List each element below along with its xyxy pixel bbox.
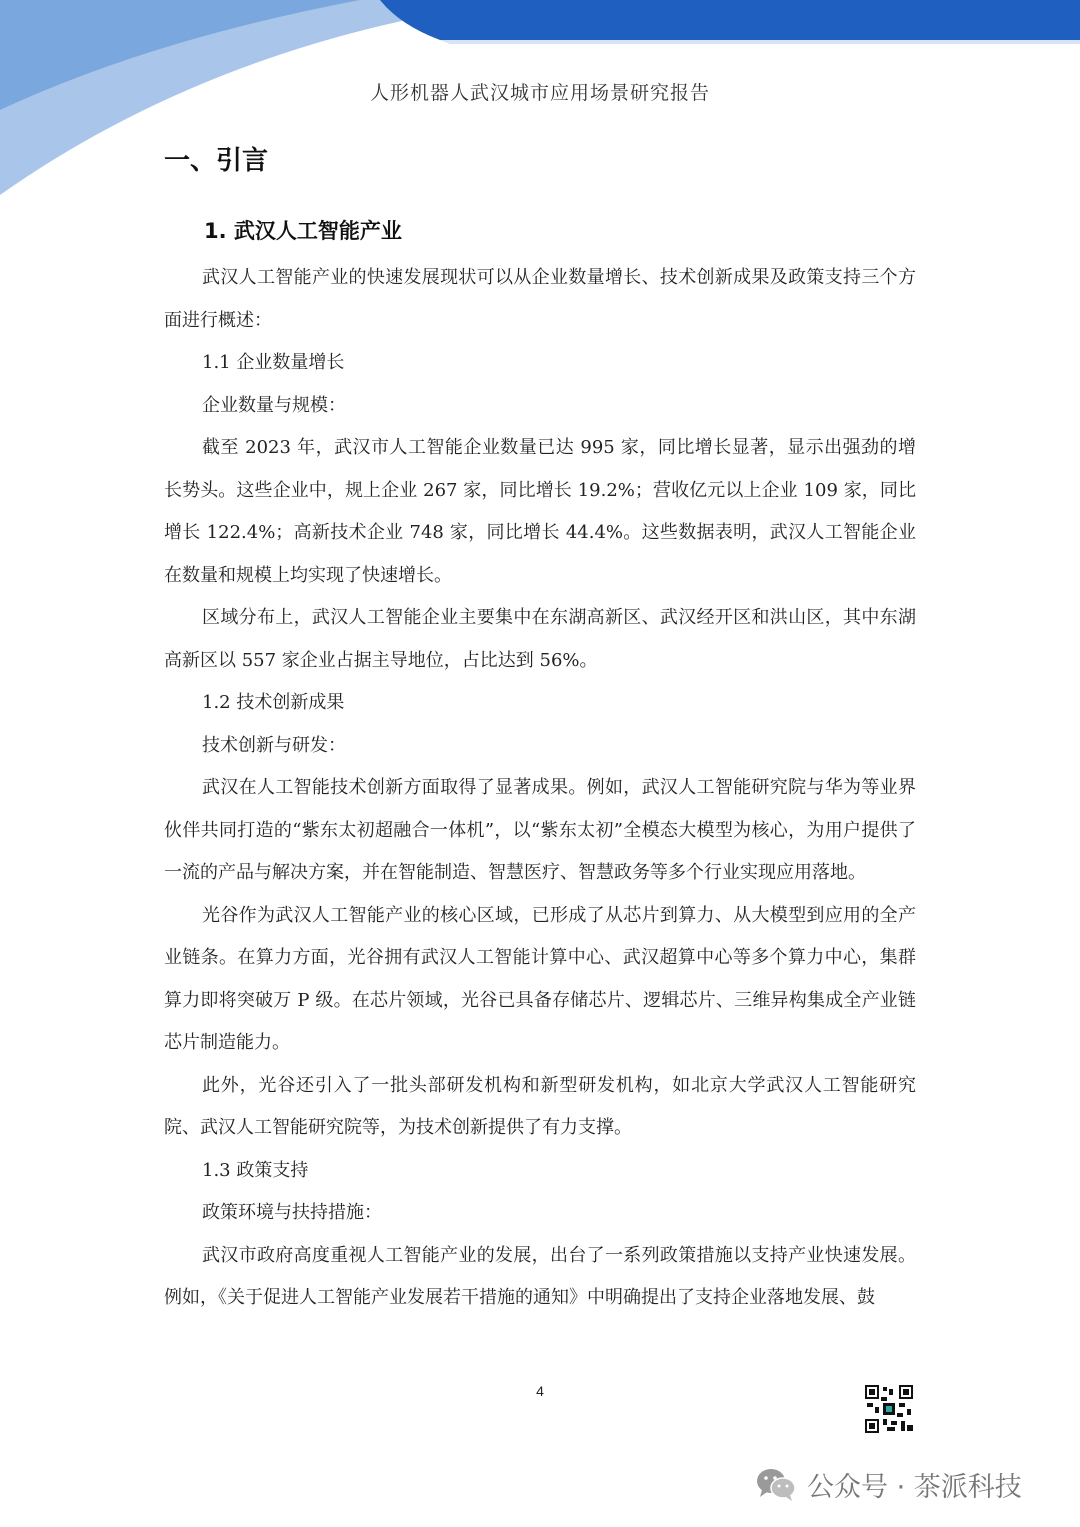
label-policy: 政策环境与扶持措施： xyxy=(202,1202,382,1223)
heading-1-2: 1.2 技术创新成果 xyxy=(202,692,345,713)
section-heading: 一、引言 xyxy=(164,146,269,176)
body-text xyxy=(164,257,916,1320)
header-band-dark-sweep xyxy=(440,40,1080,44)
label-tech-innovation: 技术创新与研发： xyxy=(202,734,346,756)
paragraph-optics-valley: 光谷作为武汉人工智能产业的核心区域，已形成了从芯片到算力、从大模型到应用的全产业链条。在算力方面，光谷拥有武汉人工智能计算中心、武汉超算中心等多个算力中心，集群算力即将突破万 P 级。在芯片领域，光谷已具备存储芯片、逻辑芯片、三维异构集成全产业链芯片制造能力。 xyxy=(164,904,916,1053)
paragraph-policy: 武汉市政府高度重视人工智能产业的发展，出台了一系列政策措施以支持产业快速发展。例如，《关于促进人工智能产业发展若干措施的通知》中明确提出了支持企业落地发展、鼓 xyxy=(164,1244,916,1308)
wechat-watermark xyxy=(755,1462,1022,1506)
paragraph-research-institutes: 此外，光谷还引入了一批头部研发机构和新型研发机构，如北京大学武汉人工智能研究院、武汉人工智能研究院等，为技术创新提供了有力支撑。 xyxy=(164,1074,916,1138)
label-enterprise-scale: 企业数量与规模： xyxy=(202,394,346,416)
paragraph-regional-distribution: 区域分布上，武汉人工智能企业主要集中在东湖高新区、武汉经开区和洪山区，其中东湖高新区以 557 家企业占据主导地位，占比达到 56%。 xyxy=(164,607,916,671)
heading-1-1: 1.1 企业数量增长 xyxy=(202,352,345,373)
qr-code-icon xyxy=(865,1385,913,1433)
heading-1-3: 1.3 政策支持 xyxy=(202,1159,309,1181)
paragraph-intro: 武汉人工智能产业的快速发展现状可以从企业数量增长、技术创新成果及政策支持三个方面进行概述： xyxy=(164,267,916,331)
page-number: 4 xyxy=(536,1383,544,1399)
paragraph-enterprise-stats: 截至 2023 年，武汉市人工智能企业数量已达 995 家，同比增长显著，显示出强劲的增长势头。这些企业中，规上企业 267 家，同比增长 19.2%；营收亿元以上企业 109 家，同比增长 122.4%；高新技术企业 748 家，同比增长 44.4%。这些数据表明，武汉人工智能企业在数量和规模上均实现了快速增长。 xyxy=(164,437,916,586)
wechat-icon xyxy=(755,1466,797,1502)
watermark-text: 公众号 · 茶派科技 xyxy=(807,1471,1022,1503)
paragraph-tech-achievements: 武汉在人工智能技术创新方面取得了显著成果。例如，武汉人工智能研究院与华为等业界伙伴共同打造的“紫东太初超融合一体机”，以“紫东太初”全模态大模型为核心，为用户提供了一流的产品与解决方案，并在智能制造、智慧医疗、智慧政务等多个行业实现应用落地。 xyxy=(164,777,916,883)
subsection-heading: 1. 武汉人工智能产业 xyxy=(204,219,402,243)
running-header-title: 人形机器人武汉城市应用场景研究报告 xyxy=(369,82,710,104)
header-band-dark xyxy=(380,0,1080,40)
